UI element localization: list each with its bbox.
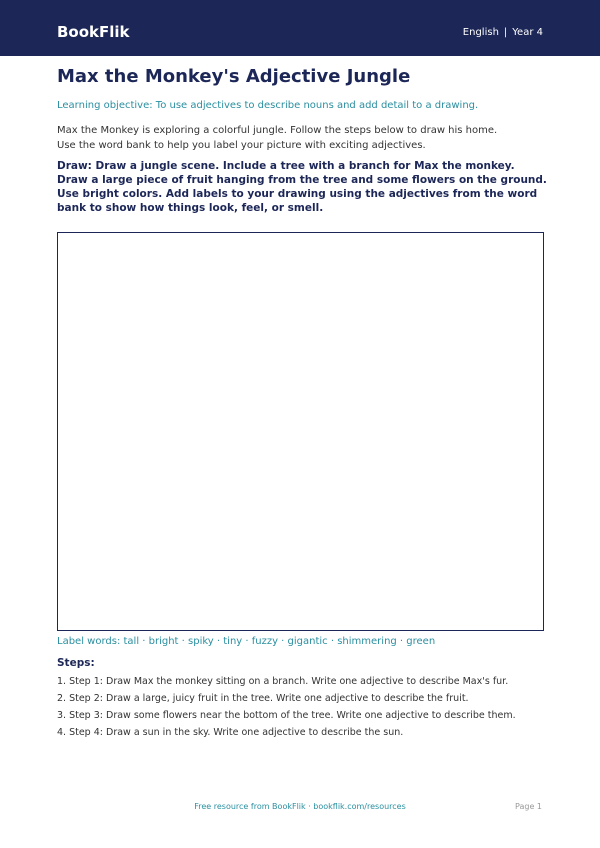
word-bank: Label words: tall · bright · spiky · tiny · fuzzy · gigantic · shimmering · green <box>57 636 436 647</box>
page-title: Max the Monkey's Adjective Jungle <box>57 66 411 87</box>
subject-year <box>463 26 543 40</box>
steps-heading: Steps: <box>57 657 95 669</box>
step-item: 2. Step 2: Draw a large, juicy fruit in the tree. Write one adjective to describe the fruit. <box>57 693 469 704</box>
year-label: Year 4 <box>512 27 543 38</box>
brand-logo[interactable]: BookFlik <box>57 23 130 41</box>
header-bar <box>0 0 600 56</box>
meta-separator: | <box>503 27 508 38</box>
footer-link[interactable]: Free resource from BookFlik · bookflik.com/resources <box>194 802 406 811</box>
learning-objective: Learning objective: To use adjectives to describe nouns and add detail to a drawing. <box>57 100 479 111</box>
steps-list <box>57 675 516 743</box>
step-item: 3. Step 3: Draw some flowers near the bottom of the tree. Write one adjective to describe them. <box>57 710 516 721</box>
drawing-area[interactable] <box>57 232 544 631</box>
step-item: 4. Step 4: Draw a sun in the sky. Write one adjective to describe the sun. <box>57 727 404 738</box>
intro-paragraph: Max the Monkey is exploring a colorful jungle. Follow the steps below to draw his home. Use the word bank to help you label your picture with exciting adjectives. <box>57 125 498 151</box>
subject-label: English <box>462 27 499 38</box>
step-item: 1. Step 1: Draw Max the monkey sitting on a branch. Write one adjective to describe Max's fur. <box>57 676 509 687</box>
draw-instructions: Draw: Draw a jungle scene. Include a tree with a branch for Max the monkey. Draw a large piece of fruit hanging from the tree and some flowers on the ground. Use bright colors. Add labels to your drawing using the adjectives from the word bank to show how things look, feel, or smell. <box>57 160 547 214</box>
page-number: Page 1 <box>515 802 542 811</box>
